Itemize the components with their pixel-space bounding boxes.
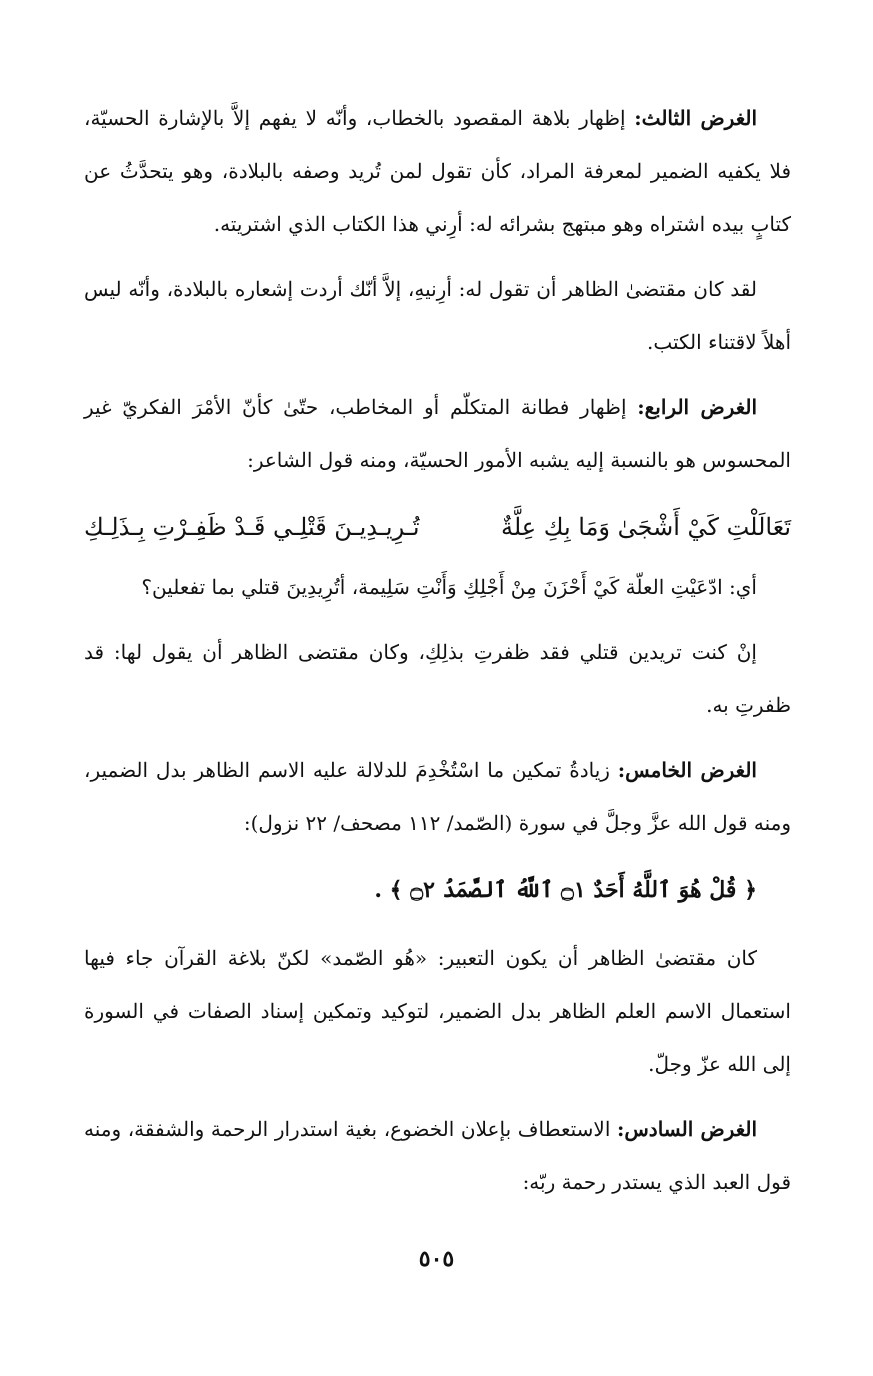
page-number: ٥٠٥ [418,1246,455,1272]
paragraph-verse-meaning [84,561,791,614]
paragraph-text: إظهار فطانة المتكلّم أو المخاطب، حتّىٰ كأنّ الأمْرَ الفكريّ غير المحسوس هو بالنسبة إليه يشبه الأمور الحسيّة، ومنه قول الشاعر: [84,395,791,472]
paragraph-text: إظهار بلاهة المقصود بالخطاب، وأنّه لا يفهم إلاَّ بالإشارة الحسيّة، فلا يكفيه الضمير لمعرفة المراد، كأن تقول لمن تُريد وصفه بالبلادة، وهو يتحدَّثُ عن كتابٍ بيده اشتراه وهو مبتهج بشرائه له: أرِني هذا الكتاب الذي اشتريته. [84,106,792,236]
heading-sixth-purpose: الغرض السادس: [617,1117,758,1141]
paragraph-text: زيادةُ تمكين ما اسْتُخْدِمَ للدلالة عليه الاسم الظاهر بدل الضمير، ومنه قول الله عزَّ وجلَّ في سورة (الصّمد/ ١١٢ مصحف/ ٢٢ نزول): [84,758,791,835]
paragraph-text: إنْ كنت تريدين قتلي فقد ظفرتِ بذلِكِ، وكان مقتضى الظاهر أن يقول لها: قد ظفرتِ به. [84,640,791,717]
paragraph-text: لقد كان مقتضىٰ الظاهر أن تقول له: أرِنيهِ، إلاَّ أنّك أردت إشعاره بالبلادة، وأنّه ليس أهلاً لاقتناء الكتب. [84,277,791,354]
heading-third-purpose: الغرض الثالث: [634,106,758,130]
quran-verse: ﴿ قُلْ هُوَ ٱللَّهُ أَحَدٌ ۝١ ٱللَّهُ ٱلصَّمَدُ ۝٢ ﴾ . [374,877,757,903]
paragraph-text: الاستعطاف بإعلان الخضوع، بغية استدرار الرحمة والشفقة، ومنه قول العبد الذي يستدر رحمة ربّه: [84,1117,791,1194]
paragraph-text: كان مقتضىٰ الظاهر أن يكون التعبير: «هُو الصّمد» لكنّ بلاغة القرآن جاء فيها استعمال الاسم العلم الظاهر بدل الضمير، لتوكيد وتمكين إسناد الصفات في السورة إلى الله عزّ وجلّ. [84,946,791,1076]
verse-first-hemistich: تَعَالَلْتِ كَيْ أَشْجَىٰ وَمَا بِكِ عِلَّةٌ [500,513,791,541]
paragraph-sixth-purpose [84,1103,791,1209]
paragraph-text: أي: ادّعَيْتِ العلّة كَيْ أَحْزَنَ مِنْ أَجْلِكِ وَأَنْتِ سَلِيمة، أتُرِيدِينَ قتلي بما تفعلين؟ [141,575,757,599]
paragraph-explanation-2 [84,932,791,1091]
verse-second-hemistich: تُـرِيـدِيـنَ قَتْلِـي قَـدْ ظَفِـرْتِ بِـذَلِـكِ [84,513,420,541]
paragraph-third-purpose [84,92,791,251]
paragraph-verse-explanation [84,626,791,732]
heading-fifth-purpose: الغرض الخامس: [617,758,757,782]
paragraph-fourth-purpose [84,381,791,487]
paragraph-explanation-1 [84,263,791,369]
poetry-verse [84,499,791,555]
heading-fourth-purpose: الغرض الرابع: [637,395,758,419]
paragraph-fifth-purpose [84,744,791,850]
